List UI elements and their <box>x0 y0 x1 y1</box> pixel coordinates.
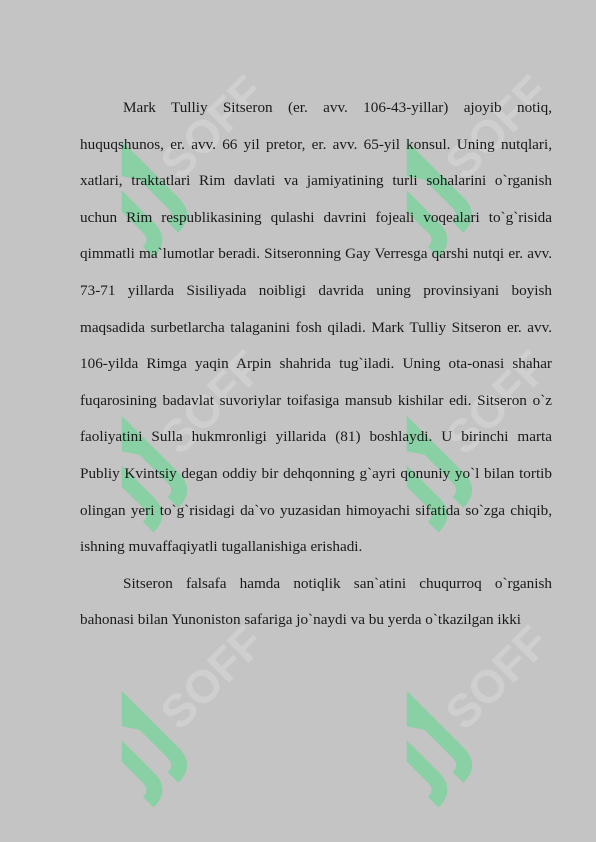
watermark-text: SOFF <box>150 65 274 189</box>
watermark-text: SOFF <box>435 615 559 739</box>
watermark-text: SOFF <box>435 340 559 464</box>
watermark-text: SOFF <box>150 615 274 739</box>
body-text <box>80 90 552 639</box>
paragraph-1: Mark Tulliy Sitseron (er. avv. 106-43-yillar) ajoyib notiq, huquqshunos, er. avv. 66 yil pretor, er. avv. 65-yil konsul. Uning nutqlari, xatlari, traktatlari Rim davlati va jamiyatining turli sohalarini o`rganish uchun Rim respublikasining qulashi davrini fojeali voqealari to`g`risida qimmatli ma`lumotlar beradi. Sitseronning Gay Verresga qarshi nutqi er. avv. 73-71 yillarda Sisiliyada noibligi davrida uning provinsiyani boyish maqsadida surbetlarcha talaganini fosh qiladi. Mark Tulliy Sitseron er. avv. 106-yilda Rimga yaqin Arpin shahrida tug`iladi. Uning ota-onasi shahar fuqarosining badavlat suvoriylar toifasiga mansub kishilar edi. Sitseron o`z faoliyatini Sulla hukmronligi yillarida (81) boshlaydi. U birinchi marta Publiy Kvintsiy degan oddiy bir dehqonning g`ayri qonuniy yo`l bilan tortib olingan yeri to`g`risidagi da`vo yuzasidan himoyachi sifatida so`zga chiqib, ishning muvaffaqiyatli tugallanishiga erishadi. <box>80 99 552 556</box>
watermark-text: SOFF <box>150 340 274 464</box>
watermark-text: SOFF <box>435 65 559 189</box>
paragraph-2: Sitseron falsafa hamda notiqlik san`atini chuqurroq o`rganish bahonasi bilan Yunoniston safariga jo`naydi va bu yerda o`tkazilgan ikki <box>80 574 552 629</box>
